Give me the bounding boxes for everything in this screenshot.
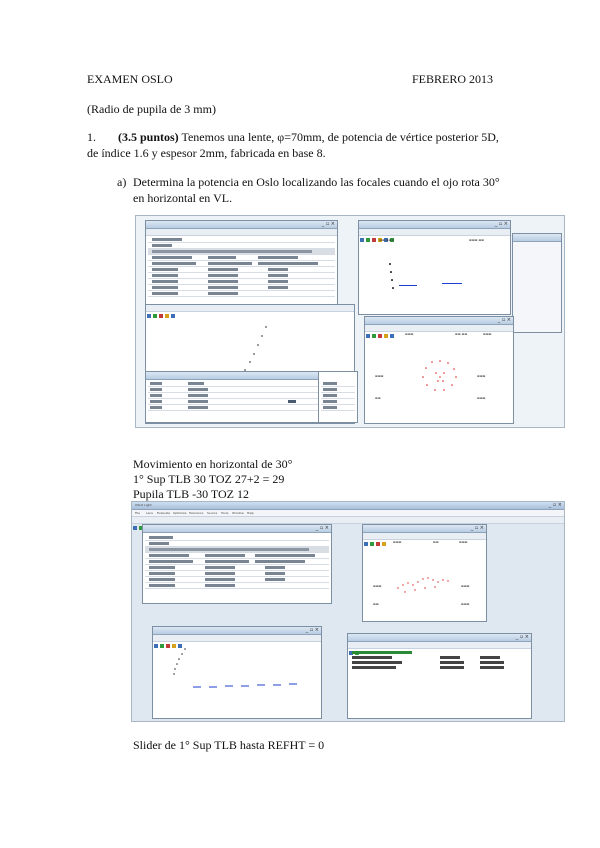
note-movement: Movimiento en horizontal de 30° xyxy=(133,457,293,471)
lens-data-toolbar xyxy=(146,229,337,236)
question-1 xyxy=(87,130,499,144)
lens-data-window xyxy=(145,220,338,305)
ray-analysis-titlebar: _ ▫ × xyxy=(359,221,510,229)
spot-diagram xyxy=(410,355,470,395)
side-panel xyxy=(512,233,562,333)
app-titlebar: OSLO Light _ ▫ × xyxy=(132,502,564,510)
part-a-letter: a) xyxy=(117,175,127,189)
menu-file[interactable]: File xyxy=(135,511,141,515)
menu-source[interactable]: Source xyxy=(207,511,218,515)
exam-title: EXAMEN OSLO xyxy=(87,72,173,86)
drawing-toolbar xyxy=(146,305,354,312)
text-output-window-2: _ ▫ × xyxy=(347,633,532,719)
exam-date: FEBRERO 2013 xyxy=(412,72,494,86)
spot-diagram-window: _ ▫ × ▬▬▬ ▬▬ ▬▬ ▬▬▬ ▬▬▬ ▬▬▬ ▬▬ ▬▬▬ xyxy=(364,316,514,424)
app-title: OSLO Light xyxy=(135,503,152,507)
note-slider: Slider de 1° Sup TLB hasta REFHT = 0 xyxy=(133,738,325,752)
question-points: (3.5 puntos) xyxy=(118,130,179,144)
lens-data-window-2: _ ▫ × xyxy=(142,524,332,604)
lens-data-grid xyxy=(148,237,335,297)
menu-window[interactable]: Window xyxy=(232,511,244,515)
ray-trace-window-2: _ ▫ × xyxy=(152,626,322,719)
menu-help[interactable]: Help xyxy=(247,511,254,515)
part-a-line2: en horizontal en VL. xyxy=(133,191,233,205)
menu-tools[interactable]: Tools xyxy=(221,511,229,515)
spot-titlebar: _ ▫ × xyxy=(365,317,513,325)
app-menubar xyxy=(132,510,564,517)
part-a-line1: Determina la potencia en Oslo localizando las focales cuando el ojo rota 30° xyxy=(133,175,500,189)
menu-lens[interactable]: Lens xyxy=(146,511,153,515)
question-text-line2: de índice 1.6 y espesor 2mm, fabricada en base 8. xyxy=(87,146,326,160)
oslo-screenshot-2 xyxy=(131,501,565,722)
spot-diagram-window-2: _ ▫ × ▬▬▬ ▬▬ ▬▬▬ ▬▬▬ ▬▬▬ ▬▬ ▬▬▬ xyxy=(362,524,487,622)
menu-tolerance[interactable]: Tolerance xyxy=(189,511,204,515)
spot-diagram-2 xyxy=(393,570,463,600)
pupil-note: (Radio de pupila de 3 mm) xyxy=(87,102,216,116)
oslo-screenshot-1 xyxy=(135,215,565,428)
note-surface1: 1° Sup TLB 30 TOZ 27+2 = 29 xyxy=(133,472,285,486)
question-number: 1. xyxy=(87,130,96,144)
window-controls[interactable]: _ ▫ × xyxy=(321,221,335,227)
question-text-line1: Tenemos una lente, φ=70mm, de potencia de vértice posterior 5D, xyxy=(178,130,499,144)
ray-analysis-window: _ ▫ × ▬▬ ▬▬▬ ▬▬▬ ▬▬ xyxy=(358,220,511,315)
ray-trace-2 xyxy=(153,641,322,719)
slider-values-panel xyxy=(318,371,358,423)
menu-evaluate[interactable]: Evaluate xyxy=(157,511,171,515)
menu-optimize[interactable]: Optimize xyxy=(173,511,187,515)
note-pupila: Pupila TLB -30 TOZ 12 xyxy=(133,487,250,501)
lens-data-titlebar xyxy=(146,221,337,229)
